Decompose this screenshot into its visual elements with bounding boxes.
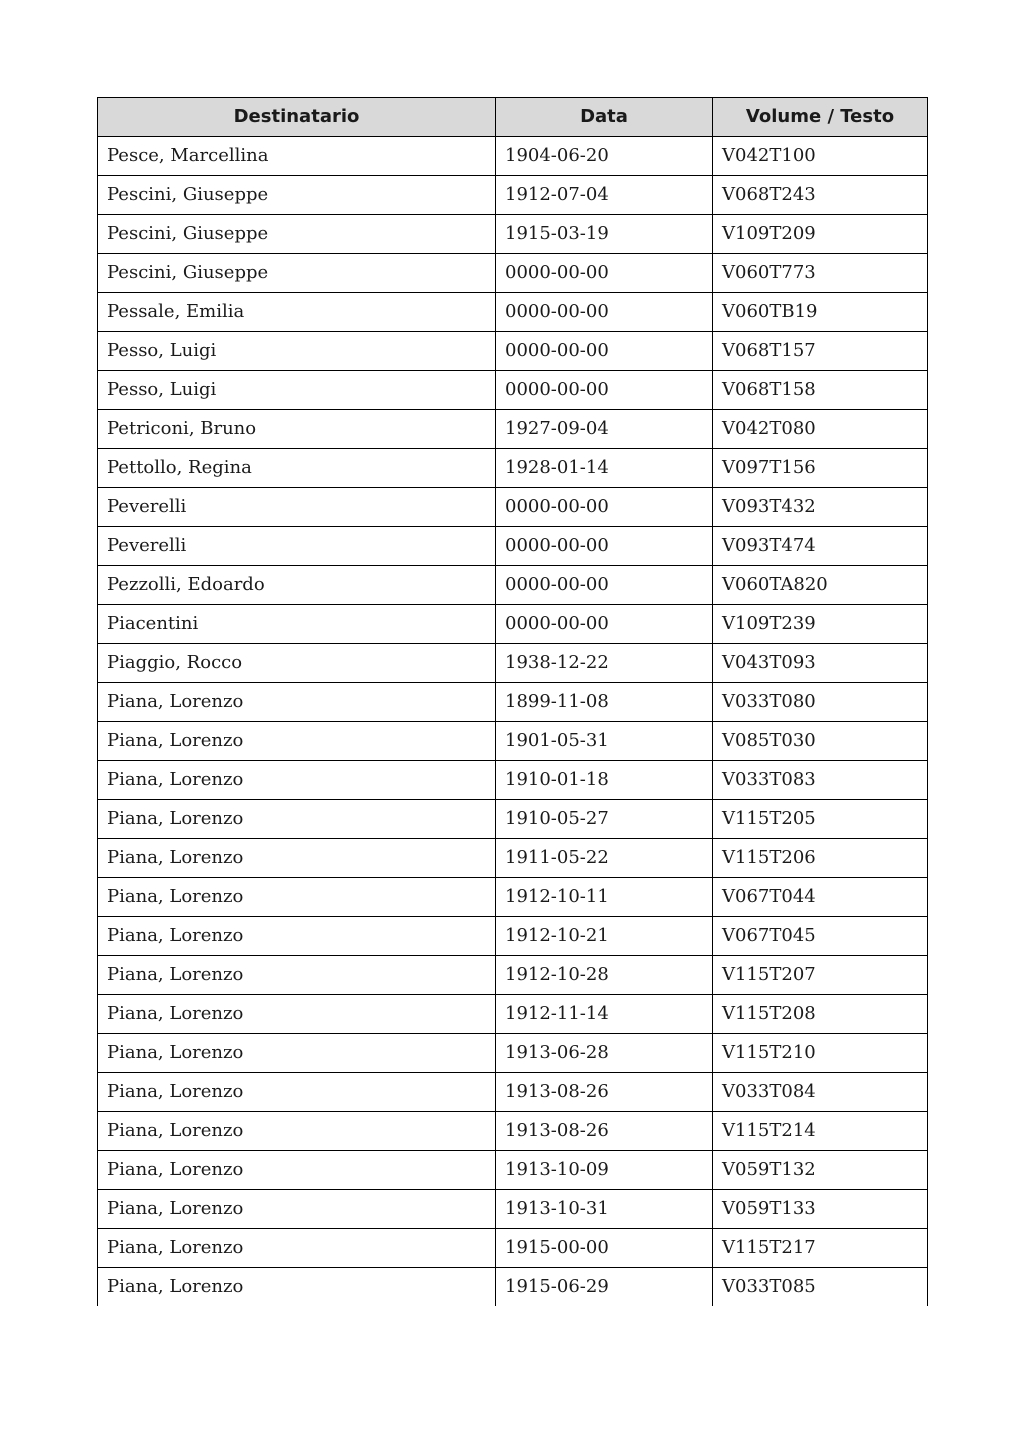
table-row bbox=[98, 800, 928, 839]
cell-destinatario: Pettollo, Regina bbox=[98, 449, 496, 488]
table-row bbox=[98, 254, 928, 293]
cell-volume-testo: V059T132 bbox=[713, 1151, 928, 1190]
cell-data: 0000-00-00 bbox=[496, 527, 713, 566]
cell-volume-testo: V060TB19 bbox=[713, 293, 928, 332]
table-row bbox=[98, 917, 928, 956]
cell-volume-testo: V109T239 bbox=[713, 605, 928, 644]
cell-volume-testo: V115T210 bbox=[713, 1034, 928, 1073]
cell-destinatario: Pescini, Giuseppe bbox=[98, 215, 496, 254]
cell-destinatario: Pescini, Giuseppe bbox=[98, 176, 496, 215]
cell-volume-testo: V067T045 bbox=[713, 917, 928, 956]
cell-data: 0000-00-00 bbox=[496, 371, 713, 410]
cell-data: 1904-06-20 bbox=[496, 137, 713, 176]
cell-volume-testo: V093T432 bbox=[713, 488, 928, 527]
cell-destinatario: Piana, Lorenzo bbox=[98, 1268, 496, 1307]
cell-destinatario: Piana, Lorenzo bbox=[98, 878, 496, 917]
table-row bbox=[98, 1112, 928, 1151]
cell-destinatario: Piana, Lorenzo bbox=[98, 917, 496, 956]
table-row bbox=[98, 839, 928, 878]
cell-data: 1912-10-28 bbox=[496, 956, 713, 995]
cell-volume-testo: V115T217 bbox=[713, 1229, 928, 1268]
cell-destinatario: Piana, Lorenzo bbox=[98, 1112, 496, 1151]
header-destinatario: Destinatario bbox=[98, 98, 496, 137]
cell-destinatario: Piana, Lorenzo bbox=[98, 1151, 496, 1190]
table-row bbox=[98, 566, 928, 605]
table-header bbox=[98, 98, 928, 137]
cell-destinatario: Pessale, Emilia bbox=[98, 293, 496, 332]
cell-volume-testo: V033T083 bbox=[713, 761, 928, 800]
cell-data: 1911-05-22 bbox=[496, 839, 713, 878]
cell-volume-testo: V033T085 bbox=[713, 1268, 928, 1307]
cell-volume-testo: V068T157 bbox=[713, 332, 928, 371]
table-row bbox=[98, 293, 928, 332]
cell-destinatario: Piaggio, Rocco bbox=[98, 644, 496, 683]
table-row bbox=[98, 1073, 928, 1112]
cell-volume-testo: V097T156 bbox=[713, 449, 928, 488]
cell-data: 1928-01-14 bbox=[496, 449, 713, 488]
cell-destinatario: Piana, Lorenzo bbox=[98, 761, 496, 800]
cell-destinatario: Piana, Lorenzo bbox=[98, 683, 496, 722]
header-data: Data bbox=[496, 98, 713, 137]
cell-data: 0000-00-00 bbox=[496, 566, 713, 605]
cell-volume-testo: V033T080 bbox=[713, 683, 928, 722]
cell-destinatario: Piana, Lorenzo bbox=[98, 956, 496, 995]
letters-table bbox=[97, 97, 928, 1306]
cell-destinatario: Piana, Lorenzo bbox=[98, 1229, 496, 1268]
table-body bbox=[98, 137, 928, 1307]
cell-volume-testo: V068T243 bbox=[713, 176, 928, 215]
table-row bbox=[98, 449, 928, 488]
cell-data: 1913-08-26 bbox=[496, 1112, 713, 1151]
cell-volume-testo: V042T100 bbox=[713, 137, 928, 176]
cell-volume-testo: V115T207 bbox=[713, 956, 928, 995]
cell-data: 0000-00-00 bbox=[496, 332, 713, 371]
cell-volume-testo: V033T084 bbox=[713, 1073, 928, 1112]
cell-volume-testo: V085T030 bbox=[713, 722, 928, 761]
table-row bbox=[98, 722, 928, 761]
cell-destinatario: Pesce, Marcellina bbox=[98, 137, 496, 176]
cell-destinatario: Peverelli bbox=[98, 527, 496, 566]
cell-data: 1910-05-27 bbox=[496, 800, 713, 839]
cell-destinatario: Piana, Lorenzo bbox=[98, 722, 496, 761]
cell-destinatario: Piana, Lorenzo bbox=[98, 995, 496, 1034]
cell-data: 1915-06-29 bbox=[496, 1268, 713, 1307]
cell-destinatario: Petriconi, Bruno bbox=[98, 410, 496, 449]
cell-destinatario: Pescini, Giuseppe bbox=[98, 254, 496, 293]
cell-data: 1913-10-31 bbox=[496, 1190, 713, 1229]
cell-volume-testo: V109T209 bbox=[713, 215, 928, 254]
table-row bbox=[98, 1229, 928, 1268]
cell-destinatario: Pesso, Luigi bbox=[98, 371, 496, 410]
table-row bbox=[98, 1034, 928, 1073]
cell-data: 0000-00-00 bbox=[496, 605, 713, 644]
cell-destinatario: Piana, Lorenzo bbox=[98, 1073, 496, 1112]
cell-destinatario: Piana, Lorenzo bbox=[98, 839, 496, 878]
table-row bbox=[98, 332, 928, 371]
cell-volume-testo: V043T093 bbox=[713, 644, 928, 683]
table-row bbox=[98, 137, 928, 176]
cell-data: 0000-00-00 bbox=[496, 293, 713, 332]
cell-volume-testo: V115T208 bbox=[713, 995, 928, 1034]
cell-destinatario: Piana, Lorenzo bbox=[98, 1034, 496, 1073]
cell-volume-testo: V115T205 bbox=[713, 800, 928, 839]
cell-data: 1927-09-04 bbox=[496, 410, 713, 449]
cell-data: 0000-00-00 bbox=[496, 488, 713, 527]
cell-data: 1915-00-00 bbox=[496, 1229, 713, 1268]
cell-data: 1910-01-18 bbox=[496, 761, 713, 800]
table-row bbox=[98, 410, 928, 449]
cell-volume-testo: V115T206 bbox=[713, 839, 928, 878]
cell-volume-testo: V060TA820 bbox=[713, 566, 928, 605]
cell-destinatario: Peverelli bbox=[98, 488, 496, 527]
cell-data: 1915-03-19 bbox=[496, 215, 713, 254]
cell-data: 1912-10-21 bbox=[496, 917, 713, 956]
cell-volume-testo: V042T080 bbox=[713, 410, 928, 449]
table-row bbox=[98, 605, 928, 644]
table-row bbox=[98, 215, 928, 254]
cell-destinatario: Piacentini bbox=[98, 605, 496, 644]
table-row bbox=[98, 1151, 928, 1190]
cell-destinatario: Pesso, Luigi bbox=[98, 332, 496, 371]
cell-data: 1901-05-31 bbox=[496, 722, 713, 761]
header-row bbox=[98, 98, 928, 137]
table-row bbox=[98, 1268, 928, 1307]
table-row bbox=[98, 1190, 928, 1229]
table-row bbox=[98, 371, 928, 410]
cell-volume-testo: V060T773 bbox=[713, 254, 928, 293]
cell-volume-testo: V067T044 bbox=[713, 878, 928, 917]
cell-data: 1938-12-22 bbox=[496, 644, 713, 683]
cell-data: 1912-11-14 bbox=[496, 995, 713, 1034]
cell-destinatario: Piana, Lorenzo bbox=[98, 800, 496, 839]
header-volume-testo: Volume / Testo bbox=[713, 98, 928, 137]
cell-data: 0000-00-00 bbox=[496, 254, 713, 293]
cell-volume-testo: V115T214 bbox=[713, 1112, 928, 1151]
table-row bbox=[98, 761, 928, 800]
cell-data: 1912-10-11 bbox=[496, 878, 713, 917]
cell-volume-testo: V068T158 bbox=[713, 371, 928, 410]
table-row bbox=[98, 644, 928, 683]
table-row bbox=[98, 878, 928, 917]
table-row bbox=[98, 176, 928, 215]
cell-volume-testo: V059T133 bbox=[713, 1190, 928, 1229]
cell-data: 1912-07-04 bbox=[496, 176, 713, 215]
cell-data: 1913-06-28 bbox=[496, 1034, 713, 1073]
cell-destinatario: Piana, Lorenzo bbox=[98, 1190, 496, 1229]
table-row bbox=[98, 956, 928, 995]
table-row bbox=[98, 488, 928, 527]
table-row bbox=[98, 527, 928, 566]
cell-data: 1913-10-09 bbox=[496, 1151, 713, 1190]
table-row bbox=[98, 995, 928, 1034]
cell-data: 1913-08-26 bbox=[496, 1073, 713, 1112]
cell-data: 1899-11-08 bbox=[496, 683, 713, 722]
table-row bbox=[98, 683, 928, 722]
cell-destinatario: Pezzolli, Edoardo bbox=[98, 566, 496, 605]
cell-volume-testo: V093T474 bbox=[713, 527, 928, 566]
